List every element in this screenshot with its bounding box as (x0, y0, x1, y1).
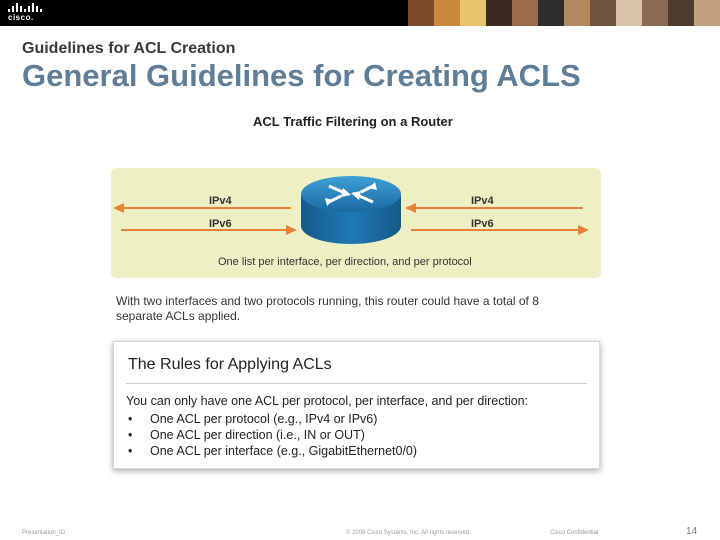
footer-presentation-id: Presentation_ID (22, 530, 66, 536)
rules-divider (126, 383, 587, 384)
rules-intro: You can only have one ACL per protocol, per interface, and per direction: (126, 394, 529, 408)
list-item (128, 411, 417, 427)
bullet: • (128, 444, 133, 458)
cisco-logo-text: cisco. (8, 13, 34, 22)
cisco-logo (8, 3, 42, 23)
bullet: • (128, 428, 133, 442)
explanation-text: With two interfaces and two protocols running, this router could have a total of 8 separate ACLs applied. (116, 294, 539, 323)
cisco-logo-bars (8, 3, 42, 12)
list-item (128, 443, 417, 459)
rule-text: One ACL per interface (e.g., GigabitEthernet0/0) (150, 444, 418, 458)
right-ipv4-label: IPv4 (471, 195, 494, 207)
right-ipv4-arrow (405, 203, 583, 213)
router-icon (301, 176, 401, 244)
bullet: • (128, 412, 133, 426)
section-subtitle: Guidelines for ACL Creation (22, 40, 236, 57)
rules-title: The Rules for Applying ACLs (128, 356, 332, 373)
page-title: General Guidelines for Creating ACLS (22, 58, 581, 93)
footer-copyright: © 2008 Cisco Systems, Inc. All rights reserved. (346, 530, 471, 536)
header-photo-strip (408, 0, 720, 26)
right-ipv6-label: IPv6 (471, 218, 494, 230)
figure-caption: One list per interface, per direction, and per protocol (218, 256, 472, 268)
footer-confidential: Cisco Confidential (550, 530, 599, 536)
left-ipv4-arrow (113, 203, 291, 213)
top-banner (0, 0, 720, 26)
left-ipv4-label: IPv4 (209, 195, 232, 207)
rule-text: One ACL per protocol (e.g., IPv4 or IPv6) (150, 412, 378, 426)
page-number: 14 (686, 526, 698, 537)
diagram-panel (111, 168, 601, 278)
list-item (128, 427, 417, 443)
rules-list (128, 411, 417, 459)
figure-title: ACL Traffic Filtering on a Router (253, 114, 453, 129)
right-ipv6-arrow (411, 225, 589, 235)
left-ipv6-label: IPv6 (209, 218, 232, 230)
rule-text: One ACL per direction (i.e., IN or OUT) (150, 428, 365, 442)
rules-box (113, 341, 600, 469)
